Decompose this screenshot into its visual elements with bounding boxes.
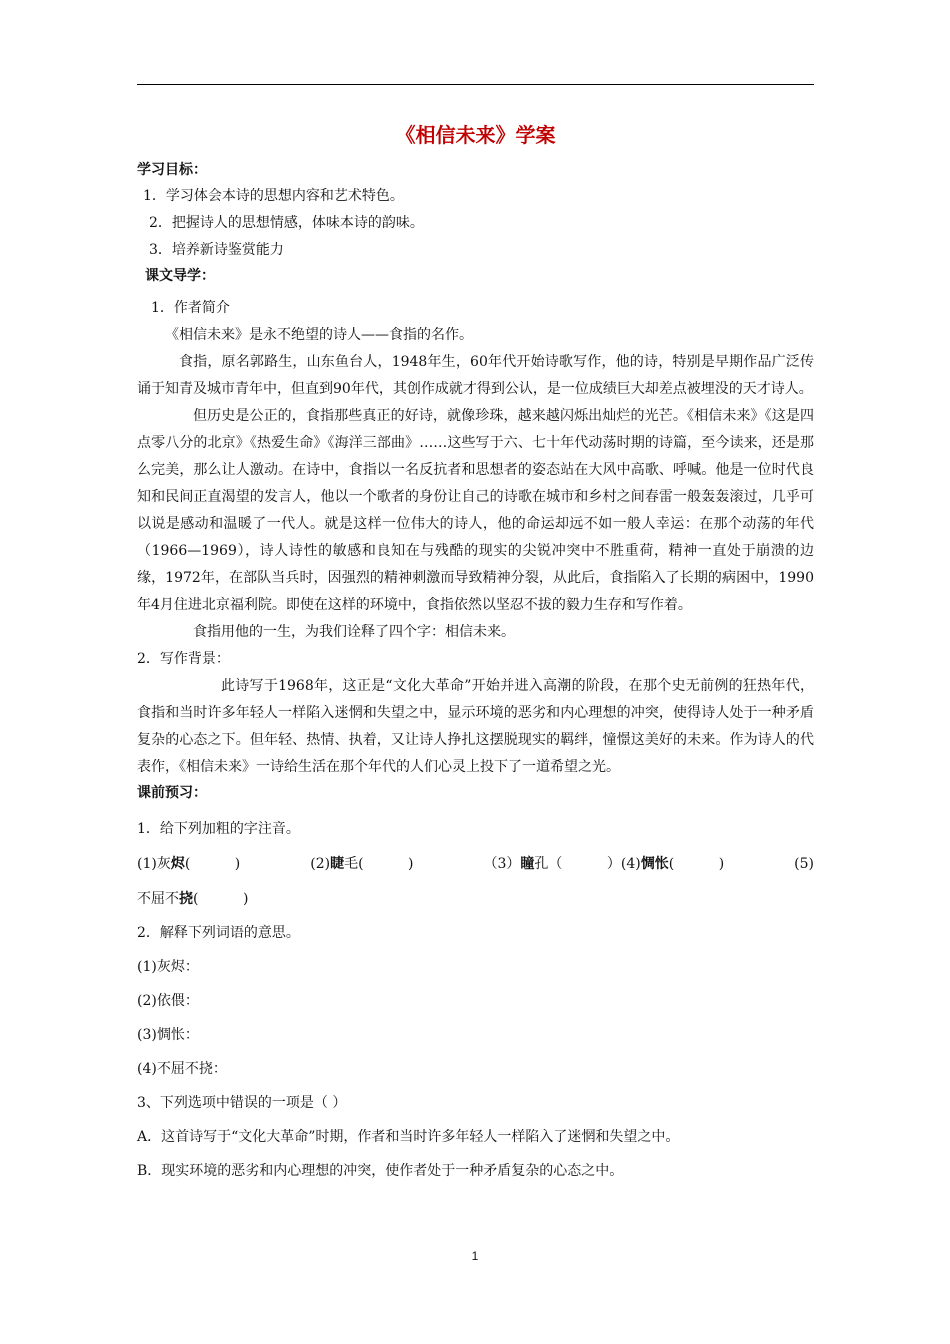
guide-heading: 课文导学： bbox=[145, 268, 215, 284]
pinyin-item-3: （3）瞳孔（ ）(4)惆怅( ) bbox=[483, 856, 725, 872]
document-page bbox=[137, 120, 814, 1188]
goal-item: 3．培养新诗鉴赏能力 bbox=[149, 242, 284, 258]
pinyin-item-2: (2)睫毛( ) bbox=[310, 856, 414, 872]
pinyin-item-1: (1)灰烬( ) bbox=[137, 856, 241, 872]
question-2: 2．解释下列词语的意思。 bbox=[137, 925, 300, 941]
bio-paragraph: 食指，原名郭路生，山东鱼台人，1948年生，60年代开始诗歌写作，他的诗，特别是早期作品广泛传诵于知青及城市青年中，但直到90年代，其创作成就才得到公认，是一位成绩巨大却差点被埋没的天才诗人。 bbox=[137, 354, 814, 397]
author-intro-subheading: 1．作者简介 bbox=[151, 300, 230, 316]
question-3: 3、下列选项中错误的一项是（ ） bbox=[137, 1095, 347, 1111]
page-number: 1 bbox=[471, 1249, 479, 1263]
preview-heading: 课前预习： bbox=[137, 785, 207, 801]
definition-item: (4)不屈不挠： bbox=[137, 1061, 227, 1077]
definition-item: (3)惆怅： bbox=[137, 1027, 199, 1043]
goals-heading: 学习目标： bbox=[137, 162, 207, 178]
goal-item: 1．学习体会本诗的思想内容和艺术特色。 bbox=[143, 188, 404, 204]
option-a: A．这首诗写于“文化大革命”时期，作者和当时许多年轻人一样陷入了迷惘和失望之中。 bbox=[137, 1129, 680, 1145]
intro-paragraph: 《相信未来》是永不绝望的诗人——食指的名作。 bbox=[165, 327, 473, 343]
option-b: B．现实环境的恶劣和内心理想的冲突，使作者处于一种矛盾复杂的心态之中。 bbox=[137, 1163, 624, 1179]
definition-item: (1)灰烬： bbox=[137, 959, 199, 975]
pinyin-item-5-number: (5) bbox=[794, 856, 814, 872]
history-paragraph: 但历史是公正的，食指那些真正的好诗，就像珍珠，越来越闪烁出灿烂的光芒。《相信未来》《这是四点零八分的北京》《热爱生命》《海洋三部曲》……这些写于六、七十年代动荡时期的诗篇，至今读来，还是那么完美，那么让人激动。在诗中，食指以一名反抗者和思想者的姿态站在大风中高歌、呼喊。他是一位时代良知和民间正直渴望的发言人，他以一个歌者的身份让自己的诗歌在城市和乡村之间春雷一般轰轰滚过，几乎可以说是感动和温暖了一代人。就是这样一位伟大的诗人，他的命运却远不如一般人幸运：在那个动荡的年代（1966—1969），诗人诗性的敏感和良知在与残酷的现实的尖锐冲突中不胜重荷，精神一直处于崩溃的边缘，1972年，在部队当兵时，因强烈的精神刺激而导致精神分裂，从此后，食指陷入了长期的病困中，1990年4月住进北京福利院。即使在这样的环境中，食指依然以坚忍不拔的毅力生存和写作着。 bbox=[137, 408, 814, 613]
question-1: 1．给下列加粗的字注音。 bbox=[137, 821, 300, 837]
definition-item: (2)依偎： bbox=[137, 993, 199, 1009]
pinyin-item-5: 不屈不挠( ) bbox=[137, 891, 249, 907]
pinyin-items bbox=[137, 846, 814, 882]
summary-paragraph: 食指用他的一生，为我们诠释了四个字：相信未来。 bbox=[193, 624, 515, 640]
document-title: 《相信未来》学案 bbox=[395, 123, 556, 147]
header-rule bbox=[137, 84, 814, 85]
background-paragraph: 此诗写于1968年，这正是“文化大革命”开始并进入高潮的阶段，在那个史无前例的狂热年代，食指和当时许多年轻人一样陷入迷惘和失望之中，显示环境的恶劣和内心理想的冲突，使得诗人处于一种矛盾复杂的心态之下。但年轻、热情、执着，又让诗人挣扎这摆脱现实的羁绊，憧憬这美好的未来。作为诗人的代表作，《相信未来》一诗给生活在那个年代的人们心灵上投下了一道希望之光。 bbox=[137, 678, 814, 775]
goal-item: 2．把握诗人的思想情感，体味本诗的韵味。 bbox=[149, 215, 424, 231]
background-subheading: 2．写作背景： bbox=[137, 651, 230, 667]
